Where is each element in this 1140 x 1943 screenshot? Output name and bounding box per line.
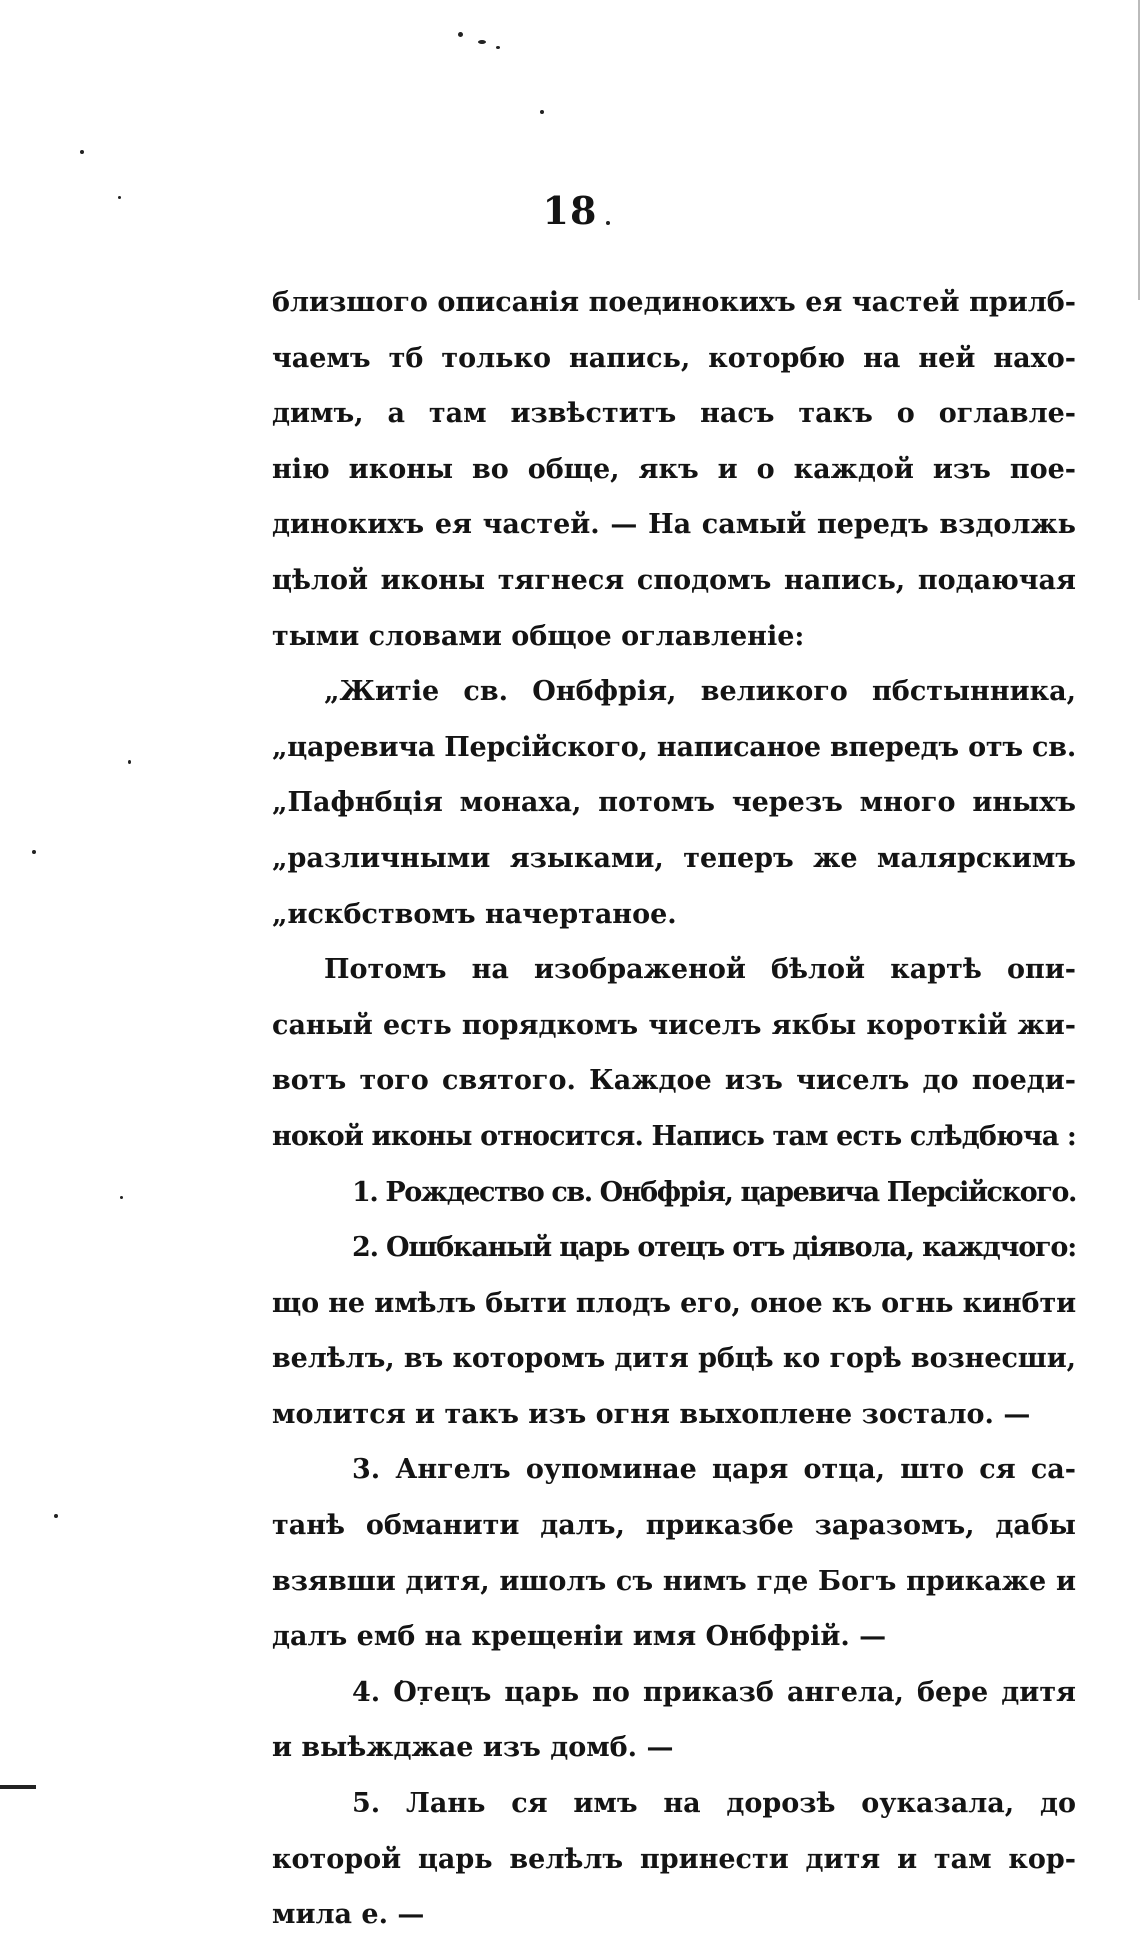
list-item: 3. Ангелъ оупоминае царя отца, што ся са- bbox=[352, 1454, 1076, 1486]
body-text bbox=[272, 275, 1076, 1943]
text-line: далъ емб на крещеніи имя Онбфрій. — bbox=[272, 1621, 887, 1653]
quote-line: „Житіе св. Онбфрія, великого пбстынника, bbox=[324, 676, 1076, 708]
ink-smudge bbox=[0, 1785, 36, 1789]
list-item: 5. Лань ся имъ на дорозѣ оуказала, до bbox=[352, 1788, 1076, 1820]
ink-speck bbox=[496, 46, 500, 49]
list-item: 4. Отецъ царь по приказб ангела, бере дитя bbox=[352, 1676, 1076, 1708]
ink-speck bbox=[478, 40, 486, 44]
text-line: близшого описанія поединокихъ ея частей прилб- bbox=[272, 287, 1076, 318]
text-line: молится и такъ изъ огня выхоплене зостало. — bbox=[272, 1398, 1031, 1430]
text-line: чаемъ тб только напись, которбю на ней нахо- bbox=[272, 342, 1076, 374]
text-line: нію иконы во обще, якъ и о каждой изъ пое- bbox=[272, 453, 1076, 485]
text-line: которой царь велѣлъ принести дитя и там кор- bbox=[272, 1843, 1076, 1875]
page-number: 18 bbox=[542, 188, 598, 233]
text-line: динокихъ ея частей. — На самый передъ вздолжь bbox=[272, 509, 1076, 541]
list-item: 2. Ошбканый царь отецъ отъ діявола, каждчого: bbox=[352, 1232, 1076, 1264]
ink-speck bbox=[80, 150, 84, 154]
text-line: тыми словами общое оглавленіе: bbox=[272, 620, 805, 652]
ink-speck bbox=[128, 760, 131, 764]
ink-speck bbox=[458, 32, 463, 37]
quote-line: „царевича Персійского, написаное впередъ отъ св. bbox=[272, 731, 1076, 763]
quote-line: „Пафнбція монаха, потомъ черезъ много иныхъ bbox=[272, 787, 1076, 819]
list-item: 1. Рождество св. Онбфрія, царевича Персійского. bbox=[352, 1176, 1076, 1208]
text-line: взявши дитя, ишолъ съ нимъ где Богъ прикаже и bbox=[272, 1565, 1076, 1597]
text-line: цѣлой иконы тягнеся сподомъ напись, подаючая bbox=[272, 564, 1076, 596]
text-line: нокой иконы относится. Напись там есть слѣдбюча : bbox=[272, 1120, 1076, 1152]
text-line: саный есть порядкомъ чиселъ якбы короткій жи- bbox=[272, 1009, 1076, 1041]
text-line: и выѣжджае изъ домб. — bbox=[272, 1732, 674, 1764]
text-line: мила е. — bbox=[272, 1899, 425, 1931]
text-line: танѣ обманити далъ, приказбе заразомъ, дабы bbox=[272, 1510, 1076, 1542]
ink-speck bbox=[54, 1514, 58, 1518]
text-line: димъ, а там извѣститъ насъ такъ о оглавле- bbox=[272, 398, 1076, 430]
quote-line: „различными языками, теперъ же малярскимъ bbox=[272, 842, 1076, 874]
quote-line: „искбствомъ начертаное. bbox=[272, 898, 677, 930]
text-line: вотъ того святого. Каждое изъ чиселъ до поеди- bbox=[272, 1065, 1076, 1097]
ink-speck bbox=[32, 850, 36, 854]
ink-speck bbox=[540, 110, 544, 114]
text-line: велѣлъ, въ которомъ дитя рбцѣ ко горѣ вознесши, bbox=[272, 1343, 1076, 1375]
text-line: що не имѣлъ быти плодъ его, оное къ огнь кинбти bbox=[272, 1287, 1076, 1319]
text-line: Потомъ на изображеной бѣлой картѣ опи- bbox=[324, 954, 1076, 986]
ink-speck bbox=[120, 1196, 123, 1199]
